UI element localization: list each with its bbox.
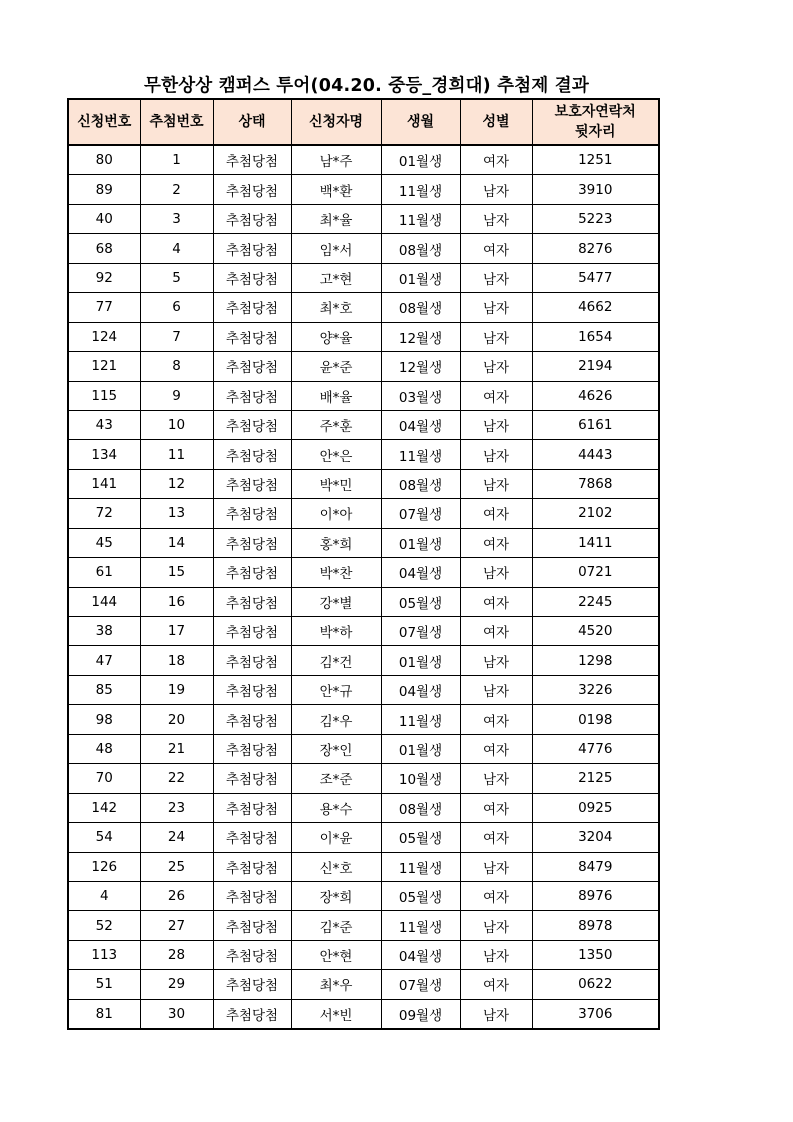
cell-guardian-phone: 0925 <box>532 793 659 822</box>
cell-guardian-phone: 0622 <box>532 970 659 999</box>
cell-draw-no: 14 <box>140 528 213 557</box>
cell-status: 추첨당첨 <box>213 911 291 940</box>
cell-applicant-name: 용*수 <box>291 793 381 822</box>
cell-status: 추첨당첨 <box>213 999 291 1029</box>
cell-applicant-name: 홍*희 <box>291 528 381 557</box>
cell-application-no: 40 <box>68 204 140 233</box>
cell-status: 추첨당첨 <box>213 823 291 852</box>
cell-gender: 여자 <box>460 617 532 646</box>
table-row <box>68 528 659 557</box>
cell-gender: 남자 <box>460 410 532 439</box>
cell-gender: 남자 <box>460 558 532 587</box>
cell-applicant-name: 조*준 <box>291 764 381 793</box>
cell-gender: 여자 <box>460 587 532 616</box>
cell-application-no: 70 <box>68 764 140 793</box>
cell-guardian-phone: 0721 <box>532 558 659 587</box>
table-row <box>68 734 659 763</box>
cell-gender: 여자 <box>460 793 532 822</box>
cell-gender: 여자 <box>460 528 532 557</box>
cell-draw-no: 21 <box>140 734 213 763</box>
cell-gender: 여자 <box>460 381 532 410</box>
cell-gender: 여자 <box>460 234 532 263</box>
cell-birth-month: 04월생 <box>381 558 460 587</box>
table-row <box>68 940 659 969</box>
cell-applicant-name: 박*하 <box>291 617 381 646</box>
cell-guardian-phone: 4520 <box>532 617 659 646</box>
cell-applicant-name: 강*별 <box>291 587 381 616</box>
cell-draw-no: 19 <box>140 675 213 704</box>
cell-birth-month: 01월생 <box>381 646 460 675</box>
cell-draw-no: 22 <box>140 764 213 793</box>
cell-status: 추첨당첨 <box>213 675 291 704</box>
cell-draw-no: 30 <box>140 999 213 1029</box>
cell-application-no: 45 <box>68 528 140 557</box>
cell-status: 추첨당첨 <box>213 440 291 469</box>
cell-application-no: 121 <box>68 352 140 381</box>
cell-guardian-phone: 8479 <box>532 852 659 881</box>
header-draw-no: 추첨번호 <box>140 99 213 145</box>
cell-application-no: 38 <box>68 617 140 646</box>
cell-birth-month: 01월생 <box>381 145 460 175</box>
table-row <box>68 322 659 351</box>
cell-gender: 남자 <box>460 440 532 469</box>
cell-birth-month: 11월생 <box>381 175 460 204</box>
table-row <box>68 352 659 381</box>
table-row <box>68 293 659 322</box>
cell-draw-no: 12 <box>140 469 213 498</box>
header-applicant-name: 신청자명 <box>291 99 381 145</box>
cell-application-no: 47 <box>68 646 140 675</box>
cell-application-no: 68 <box>68 234 140 263</box>
cell-guardian-phone: 3204 <box>532 823 659 852</box>
cell-birth-month: 01월생 <box>381 263 460 292</box>
cell-guardian-phone: 3910 <box>532 175 659 204</box>
cell-applicant-name: 최*호 <box>291 293 381 322</box>
cell-applicant-name: 장*인 <box>291 734 381 763</box>
cell-status: 추첨당첨 <box>213 263 291 292</box>
cell-application-no: 77 <box>68 293 140 322</box>
cell-draw-no: 29 <box>140 970 213 999</box>
cell-birth-month: 09월생 <box>381 999 460 1029</box>
cell-status: 추첨당첨 <box>213 352 291 381</box>
cell-status: 추첨당첨 <box>213 175 291 204</box>
cell-application-no: 141 <box>68 469 140 498</box>
cell-applicant-name: 고*현 <box>291 263 381 292</box>
header-guardian-phone: 보호자연락처 뒷자리 <box>532 99 659 145</box>
cell-gender: 남자 <box>460 940 532 969</box>
cell-guardian-phone: 4626 <box>532 381 659 410</box>
cell-guardian-phone: 2102 <box>532 499 659 528</box>
table-row <box>68 145 659 175</box>
cell-draw-no: 24 <box>140 823 213 852</box>
cell-draw-no: 28 <box>140 940 213 969</box>
cell-gender: 남자 <box>460 646 532 675</box>
cell-status: 추첨당첨 <box>213 469 291 498</box>
cell-draw-no: 9 <box>140 381 213 410</box>
cell-gender: 남자 <box>460 999 532 1029</box>
cell-application-no: 144 <box>68 587 140 616</box>
cell-birth-month: 08월생 <box>381 293 460 322</box>
cell-application-no: 124 <box>68 322 140 351</box>
cell-status: 추첨당첨 <box>213 705 291 734</box>
cell-application-no: 81 <box>68 999 140 1029</box>
cell-gender: 남자 <box>460 675 532 704</box>
cell-birth-month: 08월생 <box>381 234 460 263</box>
cell-applicant-name: 백*환 <box>291 175 381 204</box>
cell-birth-month: 04월생 <box>381 675 460 704</box>
cell-status: 추첨당첨 <box>213 793 291 822</box>
cell-applicant-name: 남*주 <box>291 145 381 175</box>
cell-draw-no: 5 <box>140 263 213 292</box>
cell-draw-no: 15 <box>140 558 213 587</box>
cell-status: 추첨당첨 <box>213 204 291 233</box>
cell-status: 추첨당첨 <box>213 764 291 793</box>
table-row <box>68 440 659 469</box>
cell-draw-no: 20 <box>140 705 213 734</box>
cell-draw-no: 18 <box>140 646 213 675</box>
cell-gender: 여자 <box>460 881 532 910</box>
cell-guardian-phone: 1298 <box>532 646 659 675</box>
cell-guardian-phone: 7868 <box>532 469 659 498</box>
cell-guardian-phone: 0198 <box>532 705 659 734</box>
header-birth-month: 생월 <box>381 99 460 145</box>
table-row <box>68 852 659 881</box>
cell-draw-no: 7 <box>140 322 213 351</box>
cell-applicant-name: 배*율 <box>291 381 381 410</box>
cell-guardian-phone: 1411 <box>532 528 659 557</box>
cell-guardian-phone: 5477 <box>532 263 659 292</box>
cell-birth-month: 07월생 <box>381 617 460 646</box>
cell-status: 추첨당첨 <box>213 617 291 646</box>
cell-guardian-phone: 2194 <box>532 352 659 381</box>
cell-draw-no: 23 <box>140 793 213 822</box>
header-gender: 성별 <box>460 99 532 145</box>
cell-birth-month: 11월생 <box>381 440 460 469</box>
cell-guardian-phone: 3706 <box>532 999 659 1029</box>
cell-applicant-name: 이*아 <box>291 499 381 528</box>
cell-gender: 여자 <box>460 145 532 175</box>
cell-gender: 여자 <box>460 970 532 999</box>
cell-draw-no: 16 <box>140 587 213 616</box>
cell-application-no: 52 <box>68 911 140 940</box>
cell-application-no: 61 <box>68 558 140 587</box>
cell-status: 추첨당첨 <box>213 940 291 969</box>
cell-birth-month: 03월생 <box>381 381 460 410</box>
cell-guardian-phone: 4776 <box>532 734 659 763</box>
cell-status: 추첨당첨 <box>213 381 291 410</box>
table-row <box>68 234 659 263</box>
cell-gender: 남자 <box>460 175 532 204</box>
cell-birth-month: 01월생 <box>381 528 460 557</box>
cell-draw-no: 4 <box>140 234 213 263</box>
table-row <box>68 999 659 1029</box>
cell-applicant-name: 최*율 <box>291 204 381 233</box>
cell-draw-no: 25 <box>140 852 213 881</box>
table-body <box>68 145 659 1029</box>
table-row <box>68 970 659 999</box>
cell-application-no: 115 <box>68 381 140 410</box>
cell-birth-month: 05월생 <box>381 823 460 852</box>
cell-draw-no: 27 <box>140 911 213 940</box>
lottery-result-table <box>67 98 660 1030</box>
cell-draw-no: 10 <box>140 410 213 439</box>
cell-guardian-phone: 5223 <box>532 204 659 233</box>
cell-applicant-name: 장*희 <box>291 881 381 910</box>
cell-applicant-name: 안*규 <box>291 675 381 704</box>
cell-application-no: 54 <box>68 823 140 852</box>
table-row <box>68 499 659 528</box>
cell-draw-no: 13 <box>140 499 213 528</box>
cell-status: 추첨당첨 <box>213 646 291 675</box>
cell-draw-no: 8 <box>140 352 213 381</box>
cell-birth-month: 01월생 <box>381 734 460 763</box>
cell-birth-month: 10월생 <box>381 764 460 793</box>
cell-status: 추첨당첨 <box>213 970 291 999</box>
cell-status: 추첨당첨 <box>213 852 291 881</box>
table-row <box>68 705 659 734</box>
cell-gender: 남자 <box>460 852 532 881</box>
cell-application-no: 98 <box>68 705 140 734</box>
cell-birth-month: 07월생 <box>381 499 460 528</box>
cell-birth-month: 04월생 <box>381 940 460 969</box>
cell-gender: 여자 <box>460 499 532 528</box>
cell-applicant-name: 서*빈 <box>291 999 381 1029</box>
cell-gender: 남자 <box>460 322 532 351</box>
cell-gender: 여자 <box>460 705 532 734</box>
document-title: 무한상상 캠퍼스 투어(04.20. 중등_경희대) 추첨제 결과 <box>143 76 589 96</box>
cell-application-no: 43 <box>68 410 140 439</box>
cell-status: 추첨당첨 <box>213 145 291 175</box>
cell-gender: 여자 <box>460 734 532 763</box>
cell-gender: 남자 <box>460 469 532 498</box>
cell-guardian-phone: 6161 <box>532 410 659 439</box>
table-row <box>68 617 659 646</box>
cell-status: 추첨당첨 <box>213 558 291 587</box>
cell-birth-month: 08월생 <box>381 469 460 498</box>
cell-birth-month: 08월생 <box>381 793 460 822</box>
cell-guardian-phone: 2125 <box>532 764 659 793</box>
cell-applicant-name: 임*서 <box>291 234 381 263</box>
cell-status: 추첨당첨 <box>213 293 291 322</box>
cell-draw-no: 17 <box>140 617 213 646</box>
cell-applicant-name: 김*건 <box>291 646 381 675</box>
table-row <box>68 204 659 233</box>
cell-draw-no: 26 <box>140 881 213 910</box>
table-row <box>68 646 659 675</box>
cell-applicant-name: 신*호 <box>291 852 381 881</box>
cell-guardian-phone: 1350 <box>532 940 659 969</box>
cell-birth-month: 05월생 <box>381 881 460 910</box>
cell-birth-month: 07월생 <box>381 970 460 999</box>
cell-gender: 남자 <box>460 911 532 940</box>
cell-applicant-name: 박*찬 <box>291 558 381 587</box>
cell-application-no: 134 <box>68 440 140 469</box>
cell-gender: 남자 <box>460 352 532 381</box>
cell-birth-month: 12월생 <box>381 352 460 381</box>
cell-guardian-phone: 4443 <box>532 440 659 469</box>
cell-applicant-name: 주*훈 <box>291 410 381 439</box>
cell-application-no: 85 <box>68 675 140 704</box>
header-status: 상태 <box>213 99 291 145</box>
table-row <box>68 469 659 498</box>
header-application-no: 신청번호 <box>68 99 140 145</box>
cell-status: 추첨당첨 <box>213 322 291 351</box>
cell-gender: 남자 <box>460 293 532 322</box>
cell-birth-month: 04월생 <box>381 410 460 439</box>
table-row <box>68 381 659 410</box>
cell-guardian-phone: 3226 <box>532 675 659 704</box>
cell-application-no: 51 <box>68 970 140 999</box>
cell-birth-month: 11월생 <box>381 911 460 940</box>
cell-application-no: 113 <box>68 940 140 969</box>
cell-applicant-name: 김*준 <box>291 911 381 940</box>
table-row <box>68 911 659 940</box>
cell-guardian-phone: 1654 <box>532 322 659 351</box>
cell-draw-no: 6 <box>140 293 213 322</box>
cell-guardian-phone: 2245 <box>532 587 659 616</box>
cell-applicant-name: 안*현 <box>291 940 381 969</box>
cell-application-no: 48 <box>68 734 140 763</box>
table-row <box>68 410 659 439</box>
cell-status: 추첨당첨 <box>213 528 291 557</box>
cell-gender: 남자 <box>460 204 532 233</box>
table-row <box>68 263 659 292</box>
table-row <box>68 823 659 852</box>
cell-applicant-name: 안*은 <box>291 440 381 469</box>
cell-status: 추첨당첨 <box>213 734 291 763</box>
cell-application-no: 4 <box>68 881 140 910</box>
table-row <box>68 558 659 587</box>
cell-application-no: 92 <box>68 263 140 292</box>
cell-draw-no: 2 <box>140 175 213 204</box>
cell-birth-month: 12월생 <box>381 322 460 351</box>
cell-applicant-name: 박*민 <box>291 469 381 498</box>
cell-status: 추첨당첨 <box>213 881 291 910</box>
cell-birth-month: 11월생 <box>381 705 460 734</box>
table-row <box>68 881 659 910</box>
table-row <box>68 764 659 793</box>
cell-application-no: 72 <box>68 499 140 528</box>
cell-gender: 남자 <box>460 764 532 793</box>
cell-guardian-phone: 4662 <box>532 293 659 322</box>
cell-draw-no: 3 <box>140 204 213 233</box>
table-row <box>68 793 659 822</box>
cell-birth-month: 05월생 <box>381 587 460 616</box>
cell-gender: 남자 <box>460 263 532 292</box>
cell-application-no: 126 <box>68 852 140 881</box>
cell-application-no: 89 <box>68 175 140 204</box>
cell-draw-no: 1 <box>140 145 213 175</box>
table-row <box>68 675 659 704</box>
table-row <box>68 587 659 616</box>
cell-applicant-name: 양*율 <box>291 322 381 351</box>
cell-guardian-phone: 8976 <box>532 881 659 910</box>
cell-birth-month: 11월생 <box>381 852 460 881</box>
cell-applicant-name: 최*우 <box>291 970 381 999</box>
cell-draw-no: 11 <box>140 440 213 469</box>
cell-birth-month: 11월생 <box>381 204 460 233</box>
cell-status: 추첨당첨 <box>213 499 291 528</box>
cell-guardian-phone: 8978 <box>532 911 659 940</box>
cell-applicant-name: 윤*준 <box>291 352 381 381</box>
cell-application-no: 142 <box>68 793 140 822</box>
table-row <box>68 175 659 204</box>
cell-applicant-name: 김*우 <box>291 705 381 734</box>
cell-guardian-phone: 1251 <box>532 145 659 175</box>
cell-status: 추첨당첨 <box>213 410 291 439</box>
cell-applicant-name: 이*윤 <box>291 823 381 852</box>
table-header-row <box>68 99 659 145</box>
cell-gender: 여자 <box>460 823 532 852</box>
cell-status: 추첨당첨 <box>213 234 291 263</box>
cell-guardian-phone: 8276 <box>532 234 659 263</box>
cell-application-no: 80 <box>68 145 140 175</box>
cell-status: 추첨당첨 <box>213 587 291 616</box>
